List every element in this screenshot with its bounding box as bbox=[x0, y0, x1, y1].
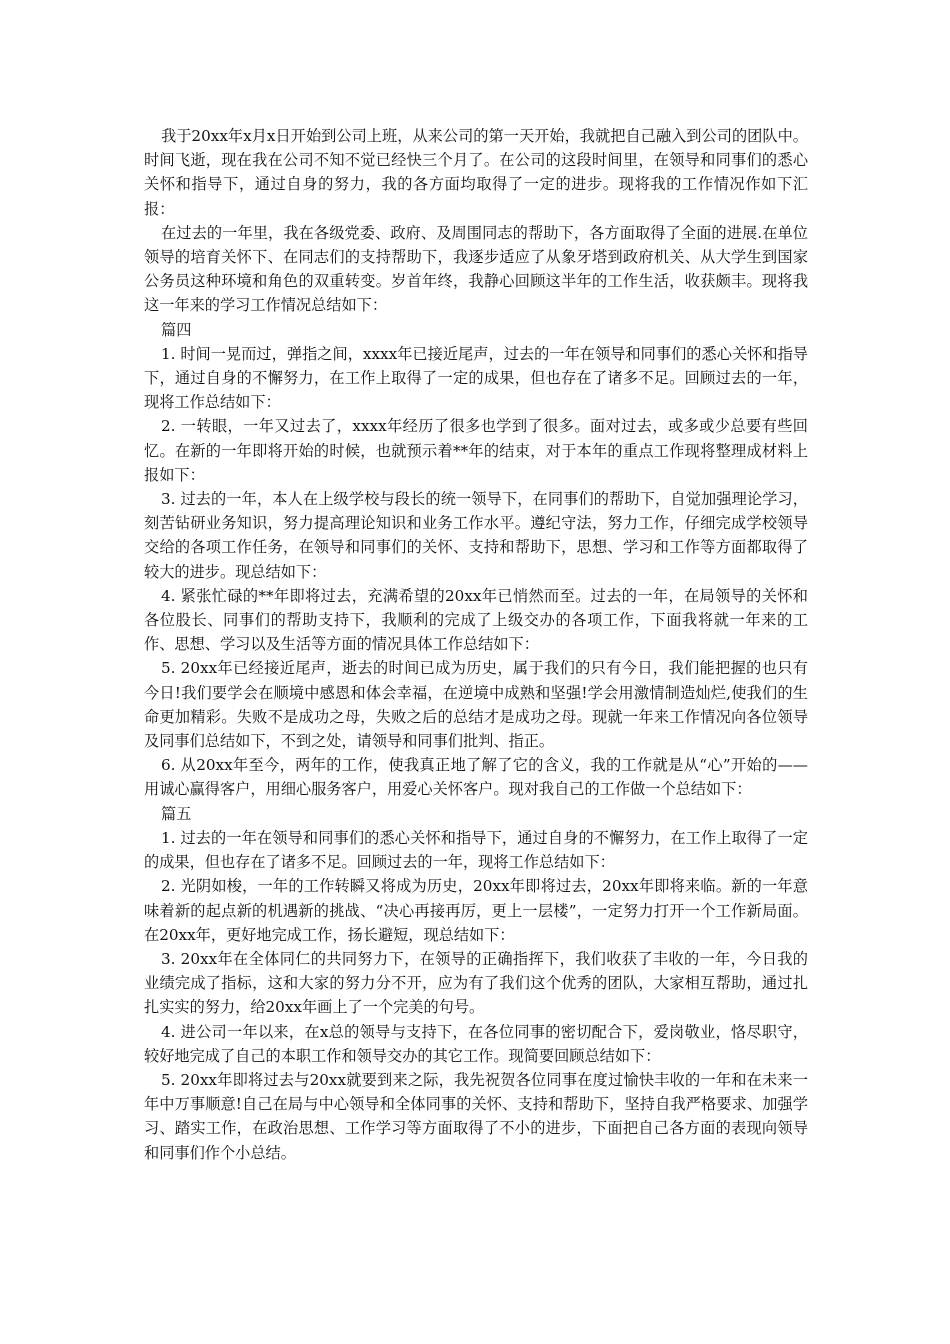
list-item: 1. 时间一晃而过，弹指之间，xxxx年已接近尾声，过去的一年在领导和同事们的悉心关怀和指导下，通过自身的不懈努力，在工作上取得了一定的成果，但也存在了诸多不足。回顾过去的一年，现将工作总结如下： bbox=[144, 344, 808, 412]
list-item: 5. 20xx年即将过去与20xx就要到来之际，我先祝贺各位同事在度过愉快丰收的一年和在未来一年中万事顺意!自己在局与中心领导和全体同事的关怀、支持和帮助下，坚持自我严格要求、加强学习、踏实工作，在政治思想、工作学习等方面取得了不小的进步，下面把自己各方面的表现向领导和同事们作个小总结。 bbox=[144, 1070, 808, 1162]
list-item: 5. 20xx年已经接近尾声，逝去的时间已成为历史，属于我们的只有今日，我们能把握的也只有今日!我们要学会在顺境中感恩和体会幸福，在逆境中成熟和坚强!学会用激情制造灿烂,使我们的生命更加精彩。失败不是成功之母，失败之后的总结才是成功之母。现就一年来工作情况向各位领导及同事们总结如下，不到之处，请领导和同事们批判、指正。 bbox=[144, 659, 808, 751]
section-heading-part-four: 篇四 bbox=[161, 320, 192, 339]
paragraph-past-year: 在过去的一年里，我在各级党委、政府、及周围同志的帮助下，各方面取得了全面的进展.在单位领导的培育关怀下、在同志们的支持帮助下，我逐步适应了从象牙塔到政府机关、从大学生到国家公务员这种环境和角色的双重转变。岁首年终，我静心回顾这半年的工作生活，收获颇丰。现将我这一年来的学习工作情况总结如下： bbox=[144, 223, 808, 315]
list-item: 2. 光阴如梭，一年的工作转瞬又将成为历史，20xx年即将过去，20xx年即将来临。新的一年意味着新的起点新的机遇新的挑战、“决心再接再厉，更上一层楼”，一定努力打开一个工作新局面。在20xx年，更好地完成工作，扬长避短，现总结如下： bbox=[144, 877, 808, 944]
section-heading-part-five: 篇五 bbox=[161, 804, 192, 823]
list-item: 2. 一转眼，一年又过去了，xxxx年经历了很多也学到了很多。面对过去，或多或少总要有些回忆。在新的一年即将开始的时候，也就预示着**年的结束，对于本年的重点工作现将整理成材料上报如下： bbox=[144, 417, 808, 484]
list-item: 3. 20xx年在全体同仁的共同努力下，在领导的正确指挥下，我们收获了丰收的一年，今日我的业绩完成了指标，这和大家的努力分不开，应为有了我们这个优秀的团队，大家相互帮助，通过扎扎实实的努力，给20xx年画上了一个完美的句号。 bbox=[144, 949, 808, 1017]
list-item: 3. 过去的一年，本人在上级学校与段长的统一领导下，在同事们的帮助下，自觉加强理论学习，刻苦钻研业务知识，努力提高理论知识和业务工作水平。遵纪守法，努力工作，仔细完成学校领导交给的各项工作任务，在领导和同事们的关怀、支持和帮助下，思想、学习和工作等方面都取得了较大的进步。现总结如下： bbox=[144, 490, 808, 581]
list-item: 1. 过去的一年在领导和同事们的悉心关怀和指导下，通过自身的不懈努力，在工作上取得了一定的成果，但也存在了诸多不足。回顾过去的一年，现将工作总结如下： bbox=[144, 828, 808, 872]
paragraph-intro: 我于20xx年x月x日开始到公司上班，从来公司的第一天开始，我就把自己融入到公司的团队中。时间飞逝，现在我在公司不知不觉已经快三个月了。在公司的这段时间里，在领导和同事们的悉心关怀和指导下，通过自身的努力，我的各方面均取得了一定的进步。现将我的工作情况作如下汇报： bbox=[144, 127, 808, 218]
list-item: 4. 进公司一年以来，在x总的领导与支持下，在各位同事的密切配合下，爱岗敬业，恪尽职守，较好地完成了自己的本职工作和领导交办的其它工作。现简要回顾总结如下： bbox=[144, 1022, 808, 1065]
list-item: 4. 紧张忙碌的**年即将过去，充满希望的20xx年已悄然而至。过去的一年，在局领导的关怀和各位股长、同事们的帮助支持下，我顺利的完成了上级交办的各项工作，下面我将就一年来的工作、思想、学习以及生活等方面的情况具体工作总结如下： bbox=[144, 586, 808, 654]
document-body bbox=[144, 124, 808, 1165]
list-item: 6. 从20xx年至今，两年的工作，使我真正地了解了它的含义，我的工作就是从“心”开始的——用诚心赢得客户，用细心服务客户，用爱心关怀客户。现对我自己的工作做一个总结如下： bbox=[144, 756, 808, 799]
